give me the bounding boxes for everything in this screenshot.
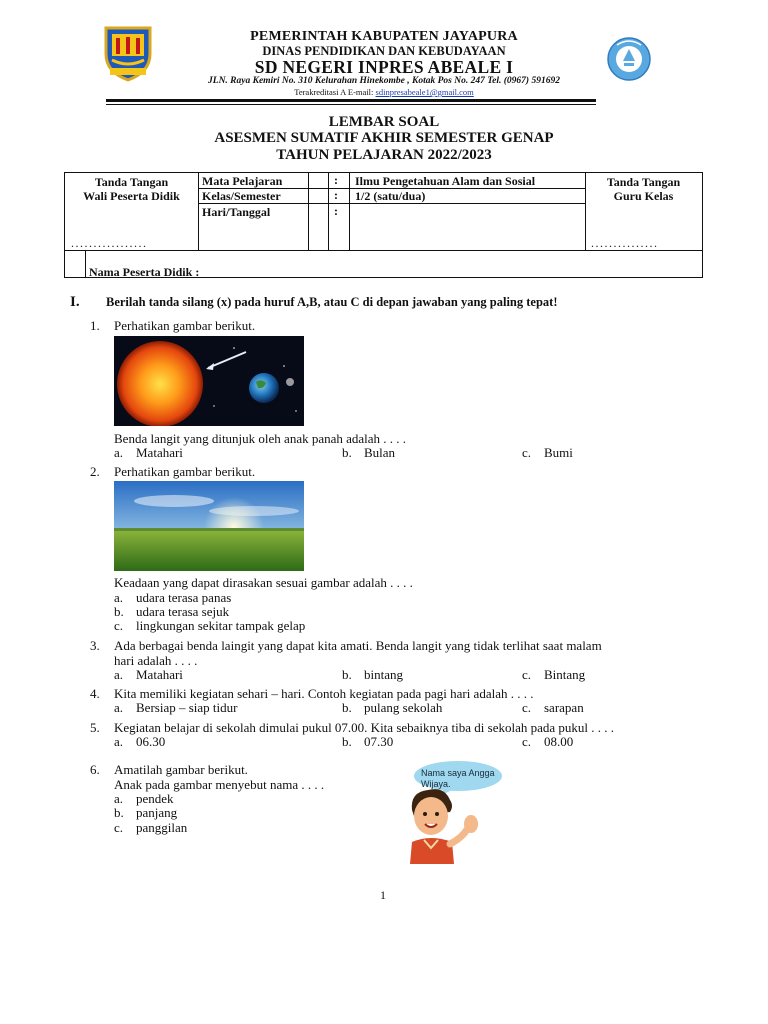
option-text: udara terasa panas	[136, 590, 232, 605]
teacher-signature-heading: Tanda Tangan	[606, 175, 681, 189]
question-3-option-c[interactable]	[522, 667, 585, 683]
class-semester-colon: :	[334, 188, 338, 202]
question-2-text: Keadaan yang dapat dirasakan sesuai gambar adalah . . . .	[114, 575, 413, 590]
exam-info-table	[64, 172, 703, 278]
section-number: I.	[70, 294, 80, 310]
government-name: PEMERINTAH KABUPATEN JAYAPURA	[250, 29, 518, 44]
subject-colon: :	[334, 173, 338, 187]
question-1-text: Benda langit yang ditunjuk oleh anak panah adalah . . . .	[114, 431, 407, 446]
option-text: udara terasa sejuk	[136, 604, 230, 619]
question-6-option-c[interactable]	[114, 820, 187, 836]
question-3-option-a[interactable]	[114, 667, 183, 683]
question-1-number: 1.	[90, 318, 100, 333]
option-text: sarapan	[544, 700, 584, 715]
accreditation-line	[0, 87, 768, 97]
option-letter: a.	[114, 700, 124, 715]
header-rule-thick	[106, 99, 596, 102]
option-text: 06.30	[136, 734, 166, 749]
option-letter: b.	[342, 700, 352, 715]
sun-earth-image	[114, 336, 304, 426]
page-number: 1	[380, 888, 386, 902]
option-text: lingkungan sekitar tampak gelap	[136, 618, 306, 633]
teacher-signature-line[interactable]: ...............	[591, 236, 659, 250]
question-6-option-b[interactable]	[114, 805, 177, 821]
option-text: Matahari	[136, 667, 183, 682]
email-link[interactable]: sdinpresabeale1@gmail.com	[375, 87, 474, 97]
class-semester-label: Kelas/Semester	[202, 189, 281, 203]
school-address: JLN. Raya Kemiri No. 310 Kelurahan Hinekombe , Kotak Pos No. 247 Tel. (0967) 591692	[208, 76, 560, 86]
option-letter: b.	[114, 805, 124, 820]
option-text: Bumi	[544, 445, 573, 460]
option-letter: a.	[114, 734, 124, 749]
parent-signature-line[interactable]: .................	[71, 236, 148, 250]
option-letter: c.	[114, 820, 124, 835]
question-1-option-b[interactable]	[342, 445, 395, 461]
option-text: panggilan	[136, 820, 188, 835]
question-4-option-c[interactable]	[522, 700, 584, 716]
question-5-option-c[interactable]	[522, 734, 573, 750]
day-date-value[interactable]	[355, 205, 581, 219]
option-letter: b.	[342, 445, 352, 460]
question-4-text: Kita memiliki kegiatan sehari – hari. Contoh kegiatan pada pagi hari adalah . . . .	[114, 686, 534, 701]
question-5-option-b[interactable]	[342, 734, 393, 750]
option-letter: c.	[522, 667, 532, 682]
student-name-label: Nama Peserta Didik :	[89, 265, 200, 279]
option-text: panjang	[136, 805, 178, 820]
option-letter: b.	[342, 734, 352, 749]
option-letter: c.	[522, 445, 532, 460]
question-2-intro: Perhatikan gambar berikut.	[114, 464, 256, 479]
option-letter: a.	[114, 590, 124, 605]
section-instruction: Berilah tanda silang (x) pada huruf A,B, atau C di depan jawaban yang paling tepat!	[106, 295, 558, 309]
option-text: Bulan	[364, 445, 396, 460]
parent-signature-subheading: Wali Peserta Didik	[83, 189, 180, 203]
option-letter: a.	[114, 445, 124, 460]
day-date-colon: :	[334, 204, 338, 218]
green-field-sky-image	[114, 481, 304, 571]
header-rule-thin	[106, 104, 596, 105]
question-4-option-b[interactable]	[342, 700, 442, 716]
academic-year: TAHUN PELAJARAN 2022/2023	[276, 147, 492, 163]
option-letter: a.	[114, 791, 124, 806]
question-2-option-c[interactable]	[114, 618, 305, 634]
school-name: SD NEGERI INPRES ABEALE I	[254, 57, 514, 77]
parent-signature-heading: Tanda Tangan	[94, 175, 169, 189]
question-1-option-a[interactable]	[114, 445, 183, 461]
subject-label: Mata Pelajaran	[202, 174, 283, 188]
day-date-label: Hari/Tanggal	[202, 205, 271, 219]
option-text: Bintang	[544, 667, 586, 682]
option-letter: a.	[114, 667, 124, 682]
question-5-option-a[interactable]	[114, 734, 165, 750]
question-6-text: Anak pada gambar menyebut nama . . . .	[114, 777, 325, 792]
assessment-title: ASESMEN SUMATIF AKHIR SEMESTER GENAP	[214, 130, 554, 146]
question-3-text-continued: hari adalah . . . .	[114, 653, 198, 668]
question-4-number: 4.	[90, 686, 100, 701]
option-text: pendek	[136, 791, 174, 806]
question-6-intro: Amatilah gambar berikut.	[114, 762, 248, 777]
option-text: pulang sekolah	[364, 700, 443, 715]
speech-bubble-text: Nama saya Angga Wijaya.	[421, 768, 495, 789]
question-1-option-c[interactable]	[522, 445, 573, 461]
option-text: Bersiap – siap tidur	[136, 700, 238, 715]
class-semester-value: 1/2 (satu/dua)	[355, 189, 426, 203]
question-4-option-a[interactable]	[114, 700, 237, 716]
option-text: bintang	[364, 667, 403, 682]
option-letter: c.	[522, 734, 532, 749]
question-3-number: 3.	[90, 638, 100, 653]
document-title: LEMBAR SOAL	[328, 114, 440, 130]
question-1-intro: Perhatikan gambar berikut.	[114, 318, 256, 333]
question-5-text: Kegiatan belajar di sekolah dimulai pukul 07.00. Kita sebaiknya tiba di sekolah pada pukul . . . .	[114, 720, 615, 735]
question-6-number: 6.	[90, 762, 100, 777]
accreditation-label: Terakreditasi A E-mail:	[294, 87, 376, 97]
option-letter: b.	[114, 604, 124, 619]
question-3-text: Ada berbagai benda laingit yang dapat kita amati. Benda langit yang tidak terlihat saat malam	[114, 638, 602, 653]
option-letter: c.	[522, 700, 532, 715]
department-name: DINAS PENDIDIKAN DAN KEBUDAYAAN	[262, 44, 506, 58]
subject-value: Ilmu Pengetahuan Alam dan Sosial	[355, 174, 536, 188]
option-text: 08.00	[544, 734, 574, 749]
option-letter: c.	[114, 618, 124, 633]
option-letter: b.	[342, 667, 352, 682]
option-text: 07.30	[364, 734, 394, 749]
question-5-number: 5.	[90, 720, 100, 735]
question-3-option-b[interactable]	[342, 667, 403, 683]
option-text: Matahari	[136, 445, 183, 460]
teacher-signature-subheading: Guru Kelas	[613, 189, 674, 203]
question-2-number: 2.	[90, 464, 100, 479]
